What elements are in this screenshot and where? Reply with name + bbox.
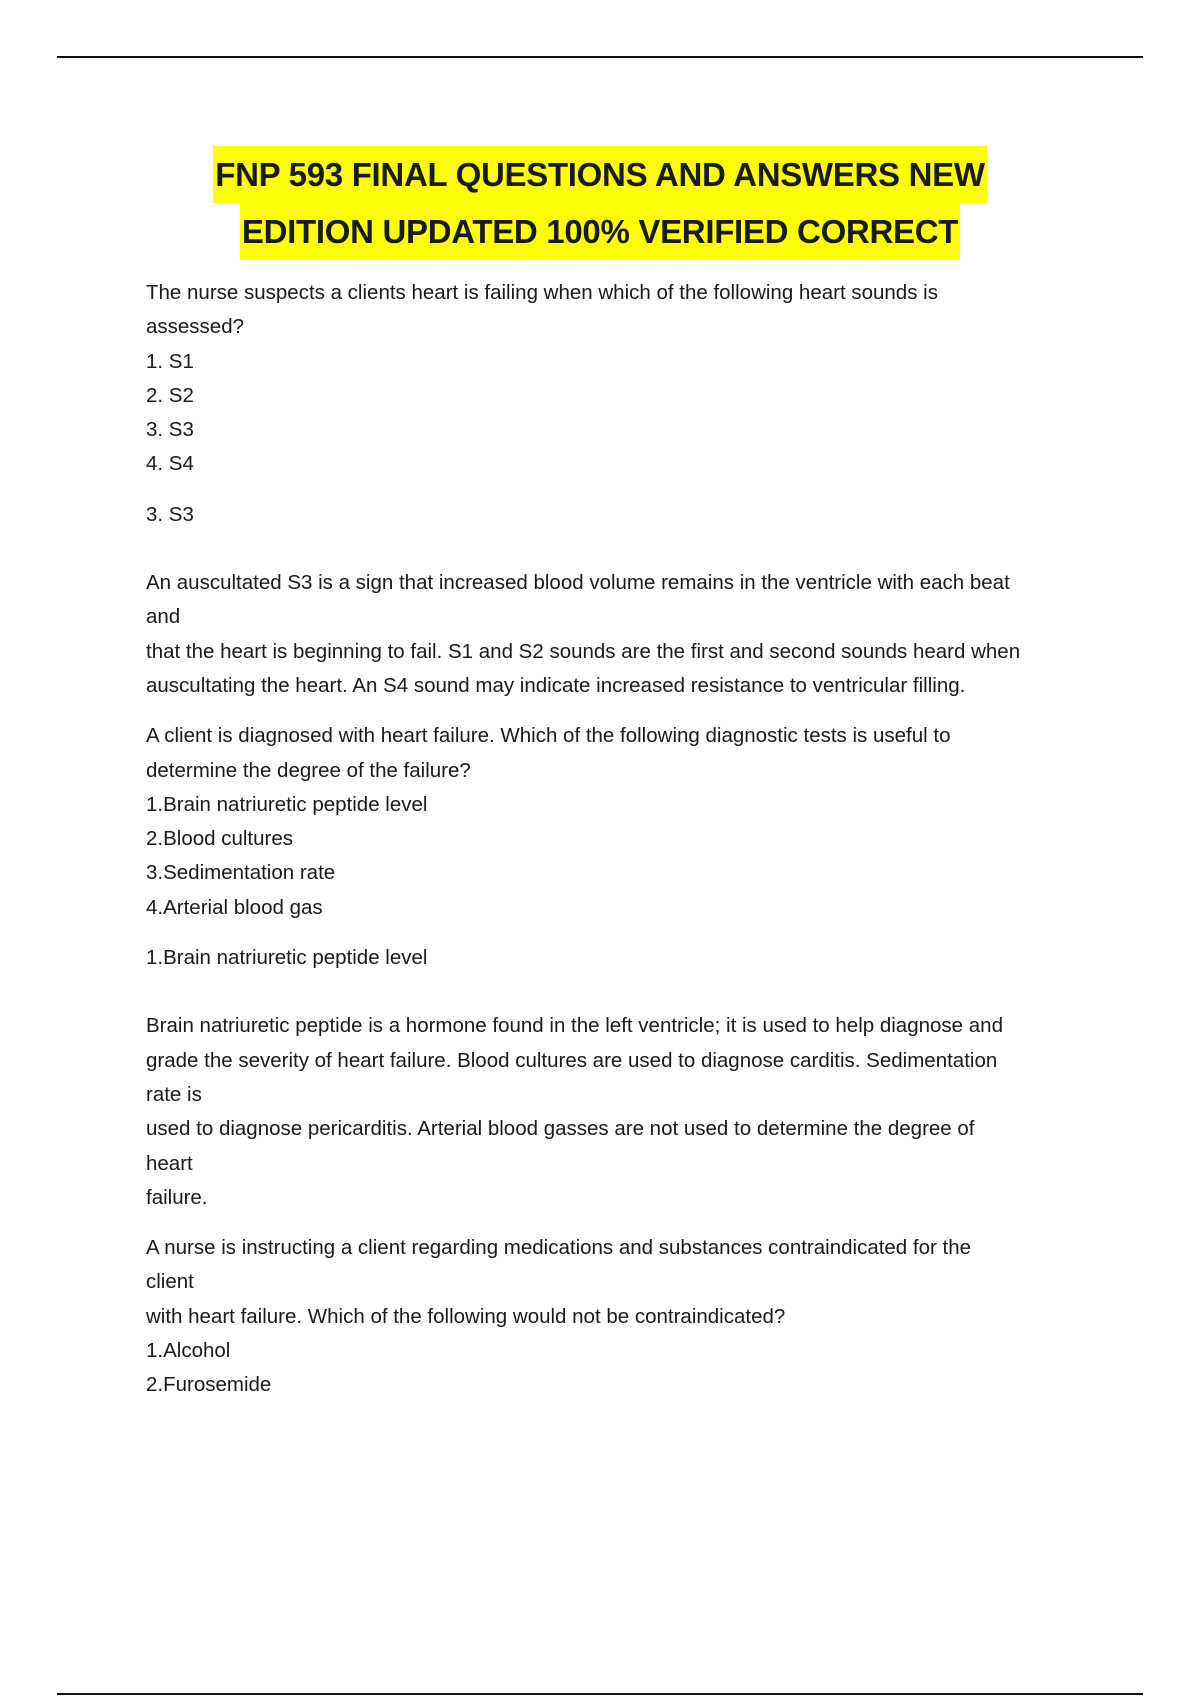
rationale-line: auscultating the heart. An S4 sound may indicate increased resistance to ventricular filling. <box>146 673 966 697</box>
rationale-line: heart <box>146 1151 193 1175</box>
question-text-line: A nurse is instructing a client regarding medications and substances contraindicated for the <box>146 1236 972 1260</box>
question-text-line: The nurse suspects a clients heart is failing when which of the following heart sounds is <box>146 281 938 304</box>
correct-answer: 3. S3 <box>146 502 194 526</box>
document-body <box>146 276 1086 1403</box>
question-block <box>146 719 1086 1215</box>
top-rule <box>57 56 1143 58</box>
correct-answer: 1.Brain natriuretic peptide level <box>146 946 428 970</box>
answer-option: 4. S4 <box>146 452 194 476</box>
rationale-line: An auscultated S3 is a sign that increased blood volume remains in the ventricle with each beat <box>146 571 1010 595</box>
title-line-2: EDITION UPDATED 100% VERIFIED CORRECT <box>240 203 960 260</box>
question-text-line: A client is diagnosed with heart failure. Which of the following diagnostic tests is useful to <box>146 724 951 748</box>
rationale-line: and <box>146 605 181 629</box>
rationale-line: Brain natriuretic peptide is a hormone found in the left ventricle; it is used to help diagnose and <box>146 1014 1003 1038</box>
document-title <box>0 146 1200 260</box>
title-line-1: FNP 593 FINAL QUESTIONS AND ANSWERS NEW <box>213 146 986 203</box>
answer-option: 2.Blood cultures <box>146 827 294 851</box>
question-block <box>146 276 1086 703</box>
answer-option: 3. S3 <box>146 418 194 442</box>
rationale-line: grade the severity of heart failure. Blood cultures are used to diagnose carditis. Sedimentation <box>146 1048 998 1072</box>
rationale-line: failure. <box>146 1185 208 1209</box>
rationale-line: rate is <box>146 1082 202 1106</box>
question-block <box>146 1231 1086 1402</box>
question-text-line: client <box>146 1270 194 1294</box>
answer-option: 4.Arterial blood gas <box>146 895 323 919</box>
answer-option: 2. S2 <box>146 383 194 407</box>
answer-option: 2.Furosemide <box>146 1373 272 1397</box>
answer-option: 1.Brain natriuretic peptide level <box>146 792 428 816</box>
answer-option: 1. S1 <box>146 349 194 373</box>
question-text-line: assessed? <box>146 315 245 339</box>
question-text-line: determine the degree of the failure? <box>146 758 471 782</box>
answer-option: 1.Alcohol <box>146 1339 231 1363</box>
answer-option: 3.Sedimentation rate <box>146 861 336 885</box>
bottom-rule <box>57 1693 1143 1695</box>
rationale-line: that the heart is beginning to fail. S1 and S2 sounds are the first and second sounds heard when <box>146 639 1021 663</box>
rationale-line: used to diagnose pericarditis. Arterial blood gasses are not used to determine the degree of <box>146 1117 975 1141</box>
question-text-line: with heart failure. Which of the following would not be contraindicated? <box>146 1304 786 1328</box>
